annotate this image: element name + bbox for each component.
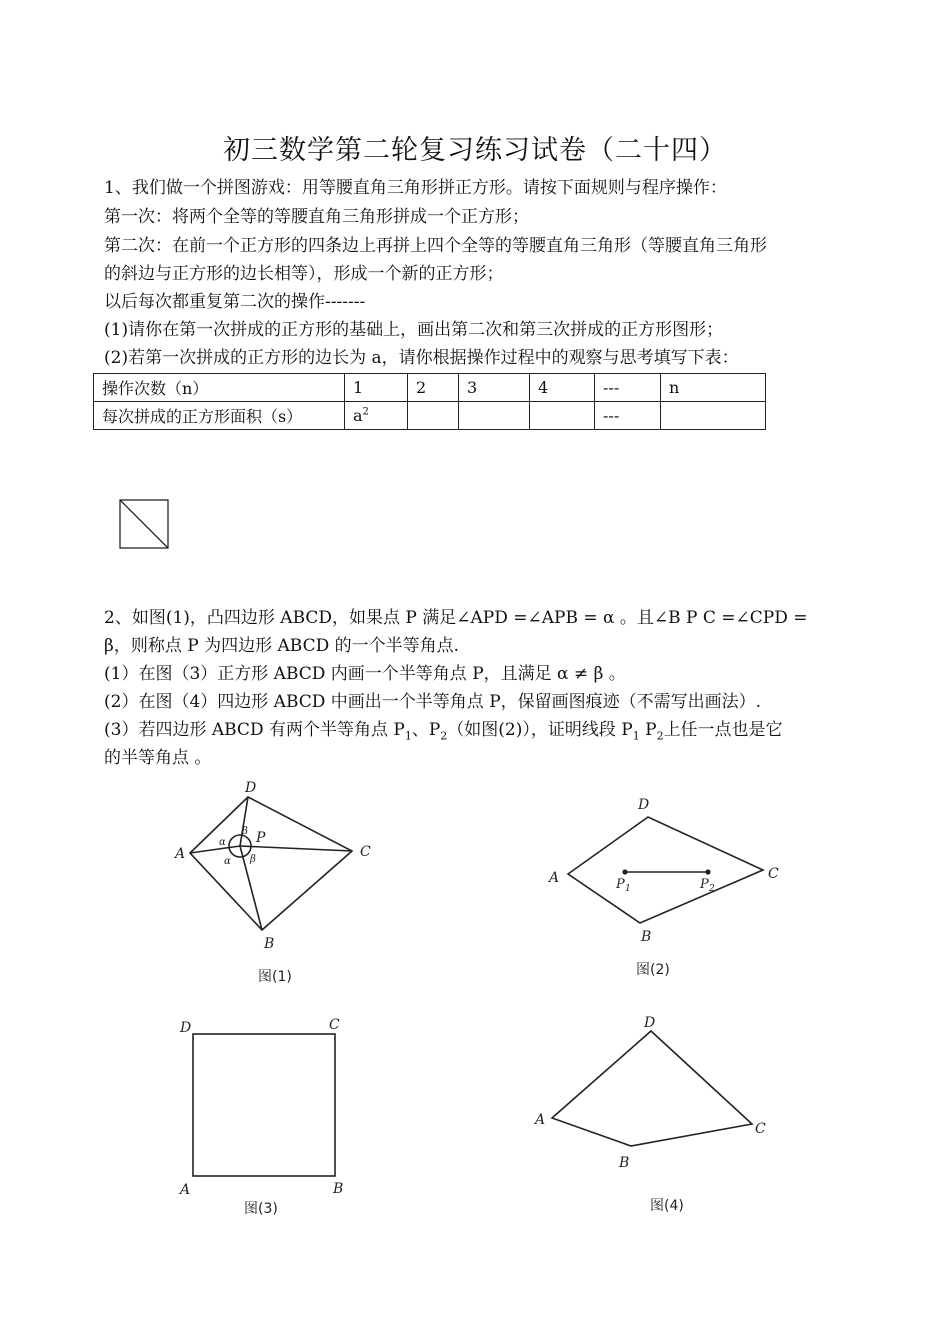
page-title: 初三数学第二轮复习练习试卷（二十四） <box>223 135 727 166</box>
q1-step1: 第一次：将两个全等的等腰直角三角形拼成一个正方形； <box>104 207 529 227</box>
fig3-label-a: A <box>180 1182 191 1198</box>
q1-step2-line2: 的斜边与正方形的边长相等），形成一个新的正方形； <box>104 264 504 284</box>
area-exponent: 2 <box>362 406 369 418</box>
area-base: a <box>353 406 363 425</box>
figure-3 <box>193 1034 335 1176</box>
fig1-label-c: C <box>360 844 371 860</box>
fig2-label-a: A <box>549 870 560 886</box>
q2-sub-2: 2 <box>440 729 448 743</box>
fig3-label-c: C <box>329 1017 340 1033</box>
figure-4 <box>552 1031 752 1146</box>
fig1-label-b: B <box>264 936 275 952</box>
fig1-label-a: A <box>175 846 186 862</box>
fig1-label-p: P <box>256 830 266 846</box>
q2-part3-a: (3）若四边形 ABCD 有两个半等角点 P <box>104 720 405 740</box>
table-cell: 每次拼成的正方形面积（s） <box>94 402 345 430</box>
q1-part1: (1)请你在第一次拼成的正方形的基础上，画出第二次和第三次拼成的正方形图形； <box>104 320 724 340</box>
q2-sub-4: 2 <box>656 729 664 743</box>
fig4-label-b: B <box>619 1155 630 1171</box>
table-cell: 3 <box>459 374 530 402</box>
fig2-label-b: B <box>641 929 652 945</box>
fig1-angle-alpha-1: α <box>219 837 226 848</box>
q1-repeat: 以后每次都重复第二次的操作------- <box>104 292 366 312</box>
fig2-label-c: C <box>768 866 779 882</box>
q2-line6: 的半等角点 。 <box>104 748 212 768</box>
q2-part3-e: 上任一点也是它 <box>663 720 783 740</box>
fig2-label-p2: P <box>700 877 709 892</box>
fig2-label-p1-sub: 1 <box>625 884 631 894</box>
q2-part3-b: 、P <box>411 720 441 740</box>
q2-part3-d: P <box>639 720 657 740</box>
q2-part3 <box>104 720 783 746</box>
fig3-label-d: D <box>180 1020 192 1036</box>
table-cell: n <box>661 374 766 402</box>
fig3-caption: 图(3) <box>244 1201 278 1217</box>
first-square-figure <box>120 500 168 548</box>
fig2-caption: 图(2) <box>636 962 670 978</box>
q1-intro: 1、我们做一个拼图游戏：用等腰直角三角形拼正方形。请按下面规则与程序操作： <box>104 178 727 198</box>
fig4-label-a: A <box>535 1112 546 1128</box>
table-cell: 4 <box>530 374 595 402</box>
q2-line2: β，则称点 P 为四边形 ABCD 的一个半等角点. <box>104 636 460 656</box>
table-cell: 操作次数（n） <box>94 374 345 402</box>
table-cell: 1 <box>345 374 408 402</box>
table-cell: --- <box>595 402 661 430</box>
q2-part1: (1）在图（3）正方形 ABCD 内画一个半等角点 P，且满足 α ≠ β 。 <box>104 664 626 684</box>
fig4-caption: 图(4) <box>650 1198 684 1214</box>
fig2-label-d: D <box>638 797 650 813</box>
q2-sub-3: 1 <box>632 729 640 743</box>
fig1-caption: 图(1) <box>258 969 292 985</box>
fig4-label-c: C <box>755 1121 766 1137</box>
fig2-label-p2-sub: 2 <box>709 884 715 894</box>
fig1-angle-beta-1: β <box>242 826 248 837</box>
q1-step2-line1: 第二次：在前一个正方形的四条边上再拼上四个全等的等腰直角三角形（等腰直角三角形 <box>104 236 767 256</box>
fig1-label-d: D <box>245 780 257 796</box>
fig1-angle-beta-2: β <box>250 854 256 865</box>
q2-line1: 2、如图(1)，凸四边形 ABCD，如果点 P 满足∠APD =∠APB = α 。且∠B P C =∠CPD = <box>104 608 808 628</box>
fig2-label-p1: P <box>616 877 625 892</box>
figure-2 <box>568 817 763 923</box>
table-cell: --- <box>595 374 661 402</box>
q2-part2: (2）在图（4）四边形 ABCD 中画出一个半等角点 P，保留画图痕迹（不需写出画法）. <box>104 692 762 712</box>
table-cell: 2 <box>408 374 459 402</box>
fig3-label-b: B <box>333 1181 344 1197</box>
fig4-label-d: D <box>644 1015 656 1031</box>
q2-sub-1: 1 <box>404 729 412 743</box>
figure-1 <box>190 797 352 930</box>
q1-part2: (2)若第一次拼成的正方形的边长为 a，请你根据操作过程中的观察与思考填写下表： <box>104 348 739 368</box>
fig1-angle-alpha-2: α <box>224 856 231 867</box>
q2-part3-c: （如图(2)），证明线段 P <box>447 720 633 740</box>
